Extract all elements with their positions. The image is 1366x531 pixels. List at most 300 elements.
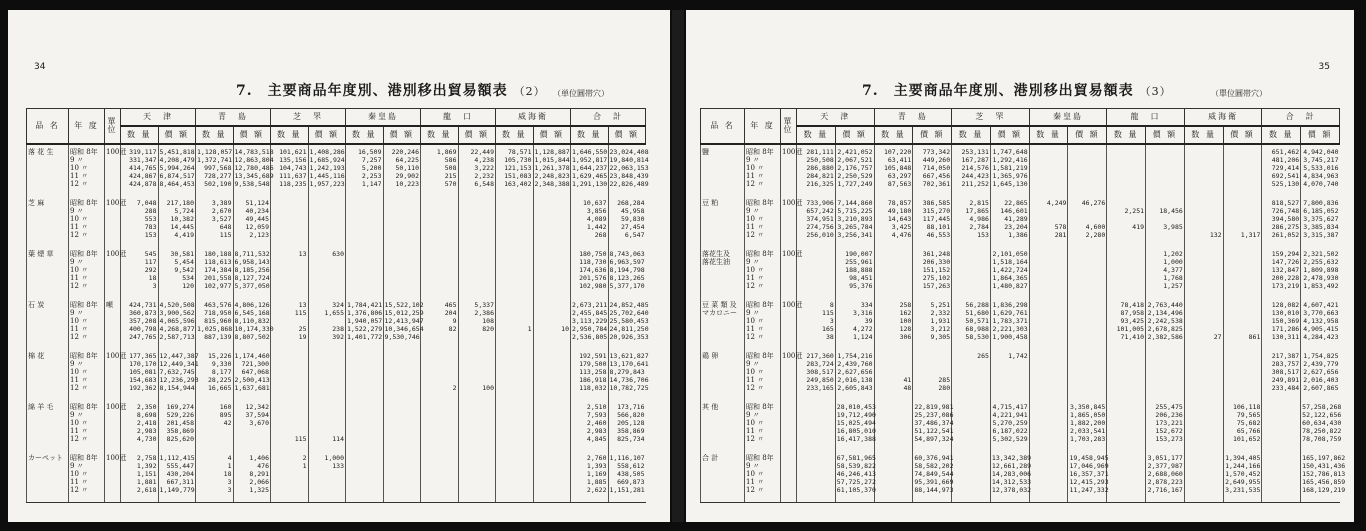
cell-value xyxy=(1146,144,1185,196)
cell-year: 昭和 8年 9 〃 10 〃 11 〃 12 〃 xyxy=(745,298,781,349)
cell-value xyxy=(308,196,346,247)
cell-value xyxy=(533,247,571,298)
cell-year: 昭和 8年 9 〃 10 〃 11 〃 12 〃 xyxy=(69,196,105,247)
cell-value: 173,716 566,820 205,128 358,869 825,734 xyxy=(608,400,646,451)
header-port: 龍 口 xyxy=(1107,109,1185,127)
cell-qty xyxy=(496,196,534,247)
cell-year: 昭和 8年 9 〃 10 〃 11 〃 12 〃 xyxy=(745,349,781,400)
table-row xyxy=(701,298,1340,349)
cell-qty: 2,510 7,593 2,460 2,983 4,845 xyxy=(571,400,609,451)
cell-qty xyxy=(1029,349,1068,400)
cell-unit: 100瓩 xyxy=(105,451,121,503)
cell-qty: 465 204 9 82 xyxy=(421,298,459,349)
cell-value: 30,581 5,454 9,542 534 120 xyxy=(158,247,196,298)
cell-qty xyxy=(496,247,534,298)
cell-qty: 253,131 167,287 214,576 244,423 211,252 xyxy=(952,144,991,196)
cell-qty xyxy=(271,196,309,247)
cell-unit: 100瓩 xyxy=(781,349,797,400)
cell-qty: 115 xyxy=(271,400,309,451)
cell-goods: 鹽 xyxy=(701,144,745,196)
cell-goods: 綿 羊 毛 xyxy=(27,400,69,451)
cell-value: 5,337 2,386 108 820 xyxy=(458,298,496,349)
cell-qty: 545 117 292 18 3 xyxy=(121,247,159,298)
cell-qty: 1,646,550 1,952,817 1,644,237 1,629,465 1,291,130 xyxy=(571,144,609,196)
header-port: 威海衛 xyxy=(1184,109,1262,127)
header-qty: 数 量 xyxy=(874,126,913,144)
header-port: 秦皇島 xyxy=(346,109,421,127)
header-qty: 数 量 xyxy=(346,126,384,144)
cell-qty: 4,249 578 281 xyxy=(1029,196,1068,247)
cell-value: 13,621,827 13,170,641 8,279,843 14,736,706 10,782,725 xyxy=(608,349,646,400)
title-text: 7. 主要商品年度別、港別移出貿易額表 xyxy=(236,83,508,99)
header-goods: 品 名 xyxy=(701,109,745,145)
header-value: 價 額 xyxy=(608,126,646,144)
cell-value xyxy=(383,400,421,451)
cell-goods: 葉 煙 草 xyxy=(27,247,69,298)
cell-qty xyxy=(1107,247,1146,298)
cell-value xyxy=(458,400,496,451)
cell-value xyxy=(1068,247,1107,298)
header-year: 年 度 xyxy=(69,109,105,145)
cell-value: 1,116,107 558,612 438,505 669,873 1,151,281 xyxy=(608,451,646,503)
header-qty: 数 量 xyxy=(1029,126,1068,144)
cell-value: 3,051,177 2,377,987 2,688,060 2,878,223 2,716,167 xyxy=(1146,451,1185,503)
cell-qty: 2,251 419 xyxy=(1107,196,1146,247)
cell-qty xyxy=(1184,144,1223,196)
cell-value: 190,007 255,961 188,888 98,451 95,376 xyxy=(835,247,874,298)
cell-qty: 217,387 283,757 308,517 249,891 233,484 xyxy=(1262,349,1301,400)
table-title xyxy=(236,80,546,100)
cell-unit: 100瓩 xyxy=(105,349,121,400)
cell-qty: 217,360 283,724 308,517 249,850 233,165 xyxy=(797,349,836,400)
cell-year: 昭和 8年 9 〃 10 〃 11 〃 12 〃 xyxy=(745,247,781,298)
cell-value: 23,024,408 19,840,814 22,063,153 23,848,439 22,826,489 xyxy=(608,144,646,196)
cell-value: 4,520,508 3,900,562 4,065,596 4,268,877 2,587,713 xyxy=(158,298,196,349)
cell-value xyxy=(383,196,421,247)
cell-value: 100 xyxy=(458,349,496,400)
cell-value: 7,144,860 5,715,225 3,210,893 3,265,784 3,256,341 xyxy=(835,196,874,247)
cell-value xyxy=(533,451,571,503)
cell-qty xyxy=(1029,451,1068,503)
cell-qty xyxy=(1029,400,1068,451)
cell-qty: 10,637 3,856 4,089 1,442 268 xyxy=(571,196,609,247)
header-year: 年 度 xyxy=(745,109,781,145)
cell-value xyxy=(1068,349,1107,400)
cell-value: 220,246 64,225 50,110 29,902 10,223 xyxy=(383,144,421,196)
header-port: 芝 罘 xyxy=(271,109,346,127)
cell-year: 昭和 8年 9 〃 10 〃 11 〃 12 〃 xyxy=(745,451,781,503)
cell-value: 630 xyxy=(308,247,346,298)
header-value: 價 額 xyxy=(533,126,571,144)
cell-value: 1,128,887 1,015,844 1,261,378 2,248,823 2,348,388 xyxy=(533,144,571,196)
cell-value: 1,754,825 2,439,779 2,627,656 2,016,403 2,607,865 xyxy=(1301,349,1340,400)
title-part: （2） xyxy=(513,85,546,98)
cell-value: 861 xyxy=(1223,298,1262,349)
table-row xyxy=(701,247,1340,298)
cell-qty: 2 1 xyxy=(271,451,309,503)
cell-qty: 192,591 179,500 113,258 186,918 118,032 xyxy=(571,349,609,400)
cell-qty: 27 xyxy=(1184,298,1223,349)
cell-qty xyxy=(797,247,836,298)
cell-year: 昭和 8年 9 〃 10 〃 11 〃 12 〃 xyxy=(745,144,781,196)
header-goods: 品 名 xyxy=(27,109,69,145)
trade-table xyxy=(26,108,649,503)
title-text: 7. 主要商品年度別、港別移出貿易額表 xyxy=(862,83,1134,99)
header-value: 價 額 xyxy=(158,126,196,144)
cell-year: 昭和 8年 9 〃 10 〃 11 〃 12 〃 xyxy=(69,144,105,196)
cell-unit: 100瓩 xyxy=(105,196,121,247)
cell-value xyxy=(383,349,421,400)
cell-qty: 107,220 63,411 105,848 63,297 87,563 xyxy=(874,144,913,196)
trade-table xyxy=(700,108,1346,503)
cell-value: 24,852,485 25,702,640 25,580,453 24,811,250 20,926,353 xyxy=(608,298,646,349)
cell-qty xyxy=(1029,298,1068,349)
cell-year: 昭和 8年 9 〃 10 〃 11 〃 12 〃 xyxy=(745,196,781,247)
table-row xyxy=(27,196,646,247)
cell-value xyxy=(1223,247,1262,298)
table-row xyxy=(27,144,646,196)
cell-value xyxy=(533,400,571,451)
cell-value: 114 xyxy=(308,400,346,451)
header-qty: 数 量 xyxy=(121,126,159,144)
cell-value xyxy=(383,451,421,503)
cell-goods: 石 炭 xyxy=(27,298,69,349)
page-number: 35 xyxy=(1318,62,1330,72)
header-port: 青 島 xyxy=(196,109,271,127)
cell-qty xyxy=(346,400,384,451)
cell-value xyxy=(1223,144,1262,196)
cell-qty: 265 xyxy=(952,349,991,400)
cell-qty: 13 115 25 19 xyxy=(271,298,309,349)
cell-value: 773,342 449,260 714,050 667,456 702,361 xyxy=(913,144,952,196)
header-value: 價 額 xyxy=(1223,126,1262,144)
header-qty: 数 量 xyxy=(1184,126,1223,144)
cell-qty xyxy=(421,400,459,451)
header-value: 價 額 xyxy=(1146,126,1185,144)
cell-goods: 落花生及 落花生油 xyxy=(701,247,745,298)
left-page xyxy=(8,10,670,522)
header-qty: 数 量 xyxy=(952,126,991,144)
cell-qty xyxy=(874,451,913,503)
cell-value: 2,321,502 2,255,632 1,809,898 2,478,930 1,853,492 xyxy=(1301,247,1340,298)
cell-qty xyxy=(1107,451,1146,503)
header-qty: 数 量 xyxy=(496,126,534,144)
cell-qty xyxy=(421,247,459,298)
cell-value: 22,865 146,601 41,289 23,204 1,386 xyxy=(990,196,1029,247)
cell-qty: 101,621 135,156 104,743 111,637 118,235 xyxy=(271,144,309,196)
cell-value xyxy=(1146,349,1185,400)
cell-qty: 1,869 586 508 215 570 xyxy=(421,144,459,196)
cell-value: 324 1,655 238 392 xyxy=(308,298,346,349)
unit-note: （単位圓帯穴） xyxy=(553,89,609,98)
cell-value: 217,180 5,724 10,382 14,445 4,419 xyxy=(158,196,196,247)
table-row xyxy=(701,400,1340,451)
cell-value: 51,124 40,234 49,445 12,059 2,123 xyxy=(233,196,271,247)
cell-value: 1,394,405 1,244,166 1,570,452 2,649,955 3,231,535 xyxy=(1223,451,1262,503)
header-port: 合 計 xyxy=(571,109,646,127)
cell-year: 昭和 8年 9 〃 10 〃 11 〃 12 〃 xyxy=(745,400,781,451)
cell-value xyxy=(458,451,496,503)
cell-qty: 132 xyxy=(1184,196,1223,247)
table-title xyxy=(862,80,1172,100)
cell-value xyxy=(458,247,496,298)
cell-qty xyxy=(952,400,991,451)
cell-year: 昭和 8年 9 〃 10 〃 11 〃 12 〃 xyxy=(69,451,105,503)
cell-unit: 噸 xyxy=(105,298,121,349)
table-row xyxy=(701,349,1340,400)
cell-qty: 1 xyxy=(496,298,534,349)
cell-year: 昭和 8年 9 〃 10 〃 11 〃 12 〃 xyxy=(69,247,105,298)
cell-unit: 100瓩 xyxy=(781,196,797,247)
cell-qty xyxy=(271,349,309,400)
cell-qty: 258 162 100 128 306 xyxy=(874,298,913,349)
cell-qty: 2,350 8,698 2,418 2,983 4,730 xyxy=(121,400,159,451)
cell-qty: 8 115 3 165 38 xyxy=(797,298,836,349)
header-qty: 数 量 xyxy=(196,126,234,144)
cell-qty xyxy=(1029,144,1068,196)
cell-qty: 818,527 726,748 394,580 286,275 261,052 xyxy=(1262,196,1301,247)
cell-qty: 160 895 42 xyxy=(196,400,234,451)
cell-value: 255,475 206,236 173,221 152,672 153,273 xyxy=(1146,400,1185,451)
cell-value: 13,342,389 12,661,289 14,283,006 14,312,533 12,378,032 xyxy=(990,451,1029,503)
cell-goods: カーペット xyxy=(27,451,69,503)
header-qty: 数 量 xyxy=(797,126,836,144)
cell-qty: 463,576 718,950 815,960 1,025,868 887,139 xyxy=(196,298,234,349)
cell-qty: 319,117 331,347 414,765 424,867 424,878 xyxy=(121,144,159,196)
cell-value: 2,101,050 1,518,164 1,422,724 1,864,365 1,480,827 xyxy=(990,247,1029,298)
cell-qty: 1,784,421 1,376,806 1,940,057 1,522,279 1,401,772 xyxy=(346,298,384,349)
table-row xyxy=(701,451,1340,503)
cell-qty xyxy=(346,247,384,298)
book-gutter xyxy=(672,10,684,522)
cell-qty xyxy=(1029,247,1068,298)
cell-qty: 2,815 17,865 4,986 2,784 153 xyxy=(952,196,991,247)
cell-value: 22,819,981 25,237,086 37,486,374 51,122,541 54,897,324 xyxy=(913,400,952,451)
cell-value: 14,783,518 12,863,804 12,780,486 13,345,689 9,538,548 xyxy=(233,144,271,196)
cell-qty xyxy=(797,451,836,503)
header-port: 威海衛 xyxy=(496,109,571,127)
cell-qty xyxy=(346,349,384,400)
cell-goods: 其 他 xyxy=(701,400,745,451)
cell-value: 5,251 2,332 1,931 3,212 9,305 xyxy=(913,298,952,349)
cell-value: 46,276 4,600 2,280 xyxy=(1068,196,1107,247)
cell-value xyxy=(1068,298,1107,349)
cell-qty: 180,750 118,730 174,636 201,576 102,980 xyxy=(571,247,609,298)
header-qty: 数 量 xyxy=(421,126,459,144)
cell-value: 1,406 476 8,291 2,066 1,325 xyxy=(233,451,271,503)
cell-qty xyxy=(421,451,459,503)
cell-value xyxy=(1223,349,1262,400)
cell-qty: 41 48 xyxy=(874,349,913,400)
unit-note: （單位圓帯穴） xyxy=(1211,89,1267,98)
table-row xyxy=(27,247,646,298)
cell-unit: 100瓩 xyxy=(105,247,121,298)
cell-value: 67,581,965 58,539,822 46,246,413 57,725,272 61,105,370 xyxy=(835,451,874,503)
cell-qty: 180,188 118,613 174,384 201,558 102,977 xyxy=(196,247,234,298)
cell-qty xyxy=(874,247,913,298)
cell-qty: 4 1 18 3 3 xyxy=(196,451,234,503)
cell-qty: 128,082 130,010 150,369 171,286 130,311 xyxy=(1262,298,1301,349)
cell-unit: 100瓩 xyxy=(781,298,797,349)
cell-qty: 424,731 360,873 357,208 400,798 247,765 xyxy=(121,298,159,349)
cell-goods: 豆 菜 類 及 マカロニー xyxy=(701,298,745,349)
cell-value: 1,742 xyxy=(990,349,1029,400)
cell-value xyxy=(308,349,346,400)
header-value: 價 額 xyxy=(990,126,1029,144)
cell-value: 57,258,268 52,122,656 60,634,430 78,250,822 78,708,759 xyxy=(1301,400,1340,451)
header-qty: 数 量 xyxy=(571,126,609,144)
header-port: 龍 口 xyxy=(421,109,496,127)
cell-qty xyxy=(346,196,384,247)
table-row xyxy=(701,144,1340,196)
right-page xyxy=(686,10,1354,522)
cell-qty: 651,462 481,206 729,414 692,541 525,130 xyxy=(1262,144,1301,196)
cell-qty xyxy=(1184,451,1223,503)
cell-value: 1,747,648 1,292,416 1,581,219 1,365,976 1,645,130 xyxy=(990,144,1029,196)
cell-value: 4,715,417 4,221,941 5,270,259 6,187,022 5,302,529 xyxy=(990,400,1029,451)
cell-value: 268,284 45,958 59,830 27,454 6,547 xyxy=(608,196,646,247)
header-value: 價 額 xyxy=(1068,126,1107,144)
cell-qty xyxy=(874,400,913,451)
cell-qty xyxy=(421,196,459,247)
cell-value: 5,451,818 4,208,479 5,994,264 6,874,517 8,464,453 xyxy=(158,144,196,196)
header-port: 芝 罘 xyxy=(952,109,1030,127)
cell-qty: 2 xyxy=(421,349,459,400)
table-row xyxy=(27,400,646,451)
cell-goods: 芝 麻 xyxy=(27,196,69,247)
cell-value: 15,522,102 15,012,259 12,413,947 10,346,654 9,530,746 xyxy=(383,298,421,349)
cell-qty: 733,906 657,242 374,951 274,756 256,010 xyxy=(797,196,836,247)
cell-qty xyxy=(1107,144,1146,196)
header-value: 價 額 xyxy=(383,126,421,144)
header-unit: 單 位 xyxy=(105,109,121,145)
cell-goods: 棉 花 xyxy=(27,349,69,400)
cell-qty: 78,418 87,958 93,425 101,005 71,410 xyxy=(1107,298,1146,349)
cell-qty xyxy=(346,451,384,503)
cell-qty: 78,857 49,180 14,643 3,425 4,476 xyxy=(874,196,913,247)
header-qty: 数 量 xyxy=(1107,126,1146,144)
cell-qty xyxy=(496,451,534,503)
cell-value: 2,421,052 2,067,521 2,176,757 2,250,529 1,727,249 xyxy=(835,144,874,196)
cell-value: 1,317 xyxy=(1223,196,1262,247)
cell-value: 4,607,421 3,770,663 4,132,958 4,905,415 4,284,423 xyxy=(1301,298,1340,349)
cell-value xyxy=(533,349,571,400)
cell-qty: 177,365 170,170 105,081 154,683 192,362 xyxy=(121,349,159,400)
cell-value: 8,711,532 6,958,143 8,185,256 8,127,724 5,377,050 xyxy=(233,247,271,298)
cell-unit: 100瓩 xyxy=(105,144,121,196)
cell-value: 7,800,836 6,185,052 3,375,627 3,385,834 3,315,387 xyxy=(1301,196,1340,247)
header-unit: 單 位 xyxy=(781,109,797,145)
cell-qty: 78,571 105,730 121,153 151,083 163,402 xyxy=(496,144,534,196)
cell-value: 106,118 79,565 75,682 65,766 101,652 xyxy=(1223,400,1262,451)
cell-goods: 落 花 生 xyxy=(27,144,69,196)
cell-year: 昭和 8年 9 〃 10 〃 11 〃 12 〃 xyxy=(69,298,105,349)
header-value: 價 額 xyxy=(1301,126,1340,144)
header-port: 天 津 xyxy=(797,109,875,127)
cell-goods: 鶏 卵 xyxy=(701,349,745,400)
cell-value: 4,806,126 6,545,168 8,110,832 10,174,330 8,807,502 xyxy=(233,298,271,349)
cell-qty: 2,760 1,393 1,169 1,885 2,622 xyxy=(571,451,609,503)
header-port: 天 津 xyxy=(121,109,196,127)
table-row xyxy=(27,451,646,503)
cell-value xyxy=(458,196,496,247)
cell-qty: 16,509 7,257 5,200 2,253 1,147 xyxy=(346,144,384,196)
cell-qty: 2,673,211 2,455,845 3,113,229 2,950,784 2,536,805 xyxy=(571,298,609,349)
cell-qty: 281,111 250,508 286,880 284,821 216,325 xyxy=(797,144,836,196)
cell-qty: 1,128,057 1,372,741 997,568 728,277 502,190 xyxy=(196,144,234,196)
cell-value: 1,112,415 555,447 430,204 667,311 1,149,779 xyxy=(158,451,196,503)
cell-value xyxy=(1068,144,1107,196)
header-value: 價 額 xyxy=(458,126,496,144)
cell-qty: 2,758 1,392 1,151 1,881 2,618 xyxy=(121,451,159,503)
header-port: 青 島 xyxy=(874,109,952,127)
cell-value: 1,202 1,000 4,377 1,768 1,257 xyxy=(1146,247,1185,298)
cell-value: 8,743,063 6,963,597 8,194,798 8,123,265 5,377,170 xyxy=(608,247,646,298)
cell-unit: 100瓩 xyxy=(781,144,797,196)
header-value: 價 額 xyxy=(233,126,271,144)
cell-qty xyxy=(797,400,836,451)
header-value: 價 額 xyxy=(913,126,952,144)
header-value: 價 額 xyxy=(308,126,346,144)
cell-value: 12,342 37,594 3,670 xyxy=(233,400,271,451)
cell-qty: 56,288 51,680 50,571 68,988 58,530 xyxy=(952,298,991,349)
table-row xyxy=(27,298,646,349)
cell-value: 2,763,440 2,134,496 2,242,538 2,678,825 2,382,586 xyxy=(1146,298,1185,349)
cell-goods: 豆 粕 xyxy=(701,196,745,247)
header-port: 合 計 xyxy=(1262,109,1340,127)
cell-value: 1,754,216 2,439,760 2,627,656 2,016,138 2,605,843 xyxy=(835,349,874,400)
cell-qty xyxy=(1262,400,1301,451)
cell-qty: 3,389 2,670 3,527 648 115 xyxy=(196,196,234,247)
cell-value: 60,376,941 58,582,202 74,849,544 95,391,669 88,144,973 xyxy=(913,451,952,503)
cell-value: 386,585 315,270 117,445 88,101 46,553 xyxy=(913,196,952,247)
cell-unit: 100瓩 xyxy=(105,400,121,451)
cell-value: 19,458,945 17,046,969 16,357,371 12,415,293 11,247,332 xyxy=(1068,451,1107,503)
cell-year: 昭和 8年 9 〃 10 〃 11 〃 12 〃 xyxy=(69,400,105,451)
cell-value: 3,350,845 1,865,050 1,882,200 2,033,541 1,703,283 xyxy=(1068,400,1107,451)
header-port: 秦皇島 xyxy=(1029,109,1107,127)
cell-qty: 159,294 147,726 132,847 200,228 173,219 xyxy=(1262,247,1301,298)
title-part: （3） xyxy=(1139,85,1172,98)
cell-value: 165,197,862 150,431,436 152,786,813 165,456,859 168,129,219 xyxy=(1301,451,1340,503)
cell-qty xyxy=(496,349,534,400)
cell-value: 1,836,298 1,629,761 1,783,371 2,221,303 1,900,458 xyxy=(990,298,1029,349)
cell-unit xyxy=(781,451,797,503)
cell-qty: 13 xyxy=(271,247,309,298)
cell-value: 22,449 4,238 3,222 2,232 6,548 xyxy=(458,144,496,196)
cell-unit: 100瓩 xyxy=(781,247,797,298)
cell-value: 285 280 xyxy=(913,349,952,400)
cell-qty xyxy=(1184,349,1223,400)
cell-value: 169,274 529,226 201,458 358,869 825,620 xyxy=(158,400,196,451)
header-qty: 数 量 xyxy=(1262,126,1301,144)
cell-goods: 合 計 xyxy=(701,451,745,503)
cell-value: 334 3,316 39 4,272 1,124 xyxy=(835,298,874,349)
page-number: 34 xyxy=(34,62,46,72)
cell-value: 1,408,286 1,685,924 1,242,193 1,445,116 1,957,223 xyxy=(308,144,346,196)
cell-qty xyxy=(952,451,991,503)
cell-year: 昭和 8年 9 〃 10 〃 11 〃 12 〃 xyxy=(69,349,105,400)
cell-value: 12,447,387 12,449,341 7,632,745 12,236,293 8,154,944 xyxy=(158,349,196,400)
cell-value: 1,174,460 721,300 647,068 2,500,413 1,637,681 xyxy=(233,349,271,400)
cell-qty xyxy=(1262,451,1301,503)
cell-qty xyxy=(1107,349,1146,400)
header-qty: 数 量 xyxy=(271,126,309,144)
cell-value: 361,248 206,330 151,152 275,102 157,263 xyxy=(913,247,952,298)
cell-qty xyxy=(952,247,991,298)
cell-value: 18,456 3,985 xyxy=(1146,196,1185,247)
header-value: 價 額 xyxy=(835,126,874,144)
